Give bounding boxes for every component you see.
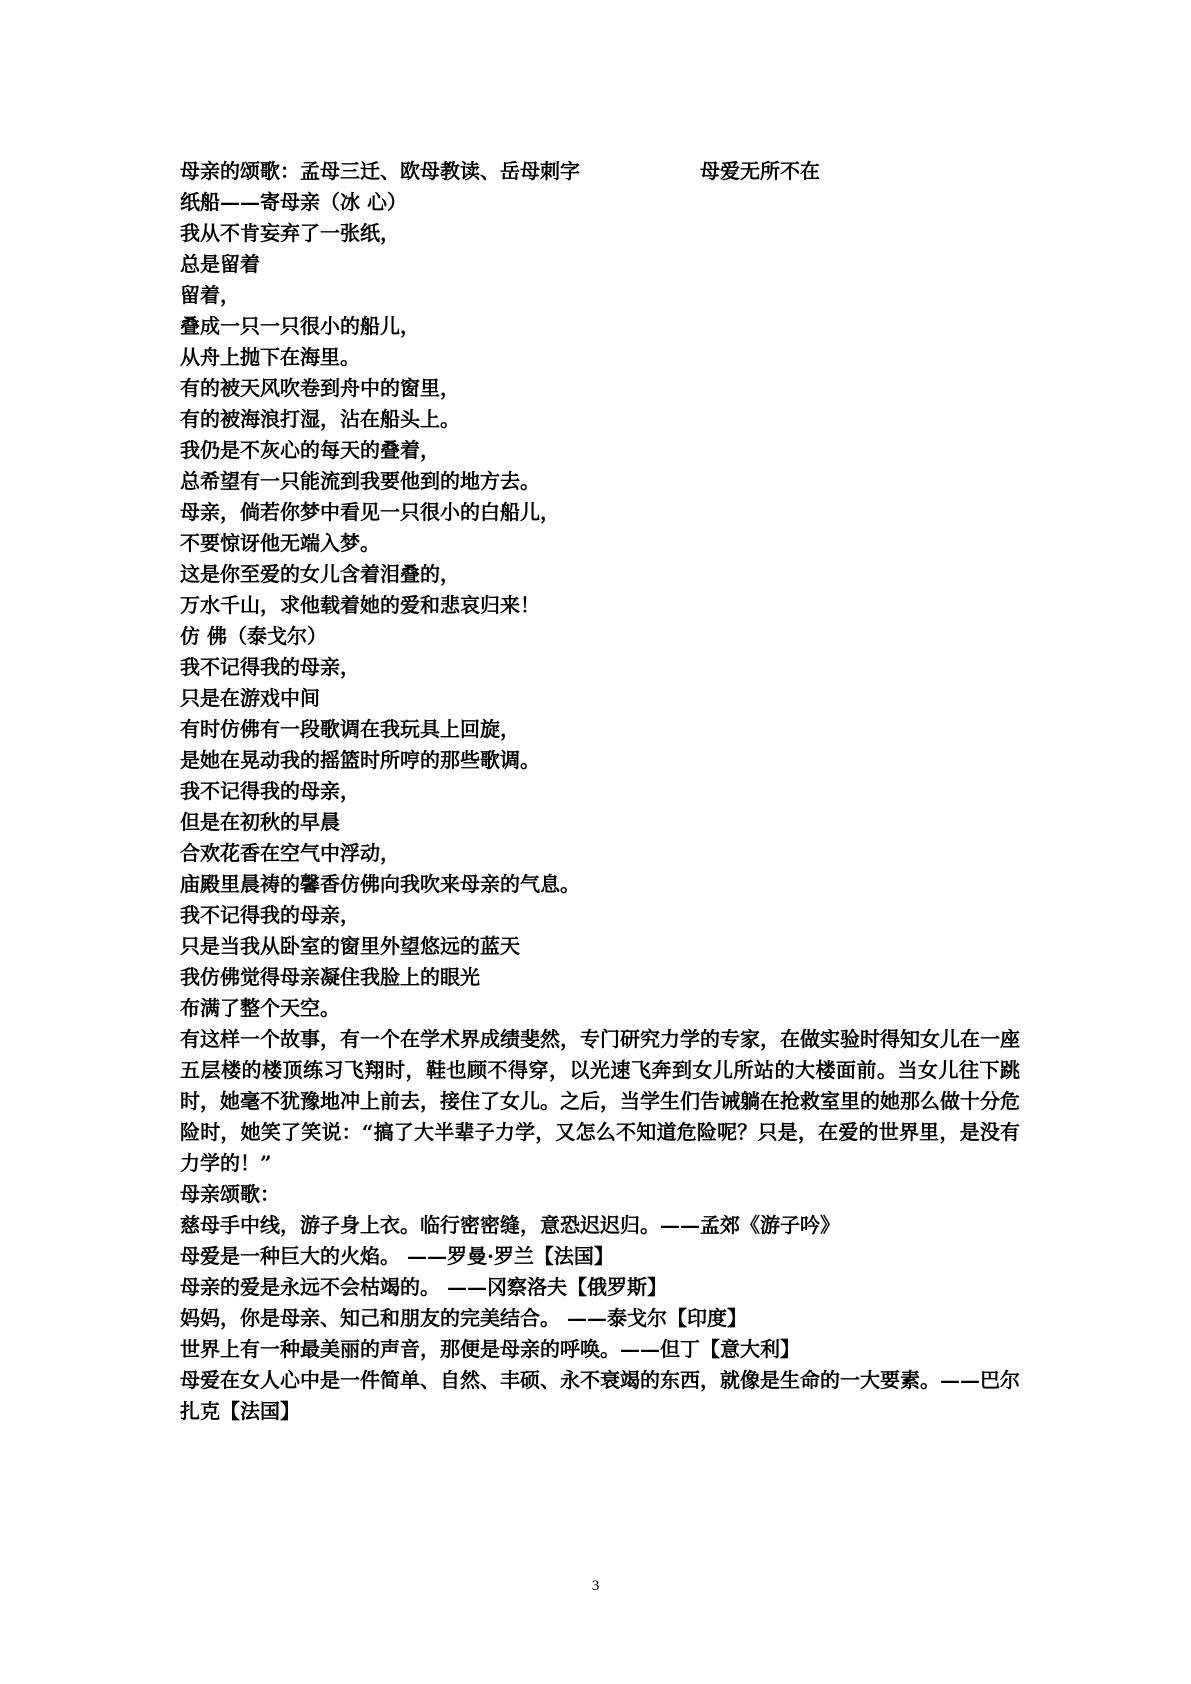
poem2-line: 我仿佛觉得母亲凝住我脸上的眼光 bbox=[180, 965, 480, 989]
poem1-line: 万水千山，求他载着她的爱和悲哀归来！ bbox=[180, 593, 540, 617]
story-paragraph: 有这样一个故事，有一个在学术界成绩斐然，专门研究力学的专家，在做实验时得知女儿在一座五层楼的楼顶练习飞翔时，鞋也顾不得穿，以光速飞奔到女儿所站的大楼面前。当女儿往下跳时，她毫不犹豫地冲上前去，接住了女儿。之后，当学生们告诫躺在抢救室里的她那么做十分危险时，她笑了笑说：“搞了大半辈子力学，又怎么不知道危险呢？只是，在爱的世界里，是没有力学的！” bbox=[180, 1027, 1020, 1175]
poem1-line: 总是留着 bbox=[180, 252, 260, 276]
poem1-line: 我仍是不灰心的每天的叠着， bbox=[180, 438, 440, 462]
quote-item: 母爱在女人心中是一件简单、自然、丰硕、永不衰竭的东西，就像是生命的一大要素。——巴尔扎克【法国】 bbox=[180, 1368, 1020, 1423]
poem1-line: 叠成一只一只很小的船儿， bbox=[180, 314, 420, 338]
quote-item: 母爱是一种巨大的火焰。 ——罗曼·罗兰【法国】 bbox=[180, 1244, 614, 1268]
poem1-line: 我从不肯妄弃了一张纸， bbox=[180, 221, 400, 245]
quote-item: 世界上有一种最美丽的声音，那便是母亲的呼唤。——但丁【意大利】 bbox=[180, 1337, 800, 1361]
page-content bbox=[180, 156, 1020, 1427]
poem1-line: 有的被天风吹卷到舟中的窗里， bbox=[180, 376, 460, 400]
poem2-line: 有时仿佛有一段歌调在我玩具上回旋， bbox=[180, 717, 520, 741]
poem2-line: 我不记得我的母亲， bbox=[180, 779, 360, 803]
poem1-line: 这是你至爱的女儿含着泪叠的， bbox=[180, 562, 460, 586]
poem1-line: 有的被海浪打湿，沾在船头上。 bbox=[180, 407, 460, 431]
poem1-line: 不要惊讶他无端入梦。 bbox=[180, 531, 380, 555]
quote-item: 慈母手中线，游子身上衣。临行密密缝，意恐迟迟归。——孟郊《游子吟》 bbox=[180, 1213, 840, 1237]
header-right: 母爱无所不在 bbox=[700, 159, 820, 183]
poem2-line: 但是在初秋的早晨 bbox=[180, 810, 340, 834]
poem1-line: 总希望有一只能流到我要他到的地方去。 bbox=[180, 469, 540, 493]
poem2-line: 我不记得我的母亲， bbox=[180, 655, 360, 679]
poem2-title: 仿 佛（泰戈尔） bbox=[180, 624, 327, 648]
poem2-line: 我不记得我的母亲， bbox=[180, 903, 360, 927]
poem1-line: 母亲，倘若你梦中看见一只很小的白船儿， bbox=[180, 500, 560, 524]
poem2-line: 是她在晃动我的摇篮时所哼的那些歌调。 bbox=[180, 748, 540, 772]
quote-item: 妈妈，你是母亲、知己和朋友的完美结合。 ——泰戈尔【印度】 bbox=[180, 1306, 747, 1330]
header-left: 母亲的颂歌：孟母三迁、欧母教读、岳母刺字 bbox=[180, 159, 580, 183]
poem1-title: 纸船——寄母亲（冰 心） bbox=[180, 190, 407, 214]
header-line bbox=[180, 156, 1020, 187]
poem2-line: 只是在游戏中间 bbox=[180, 686, 320, 710]
poem2-line: 庙殿里晨祷的馨香仿佛向我吹来母亲的气息。 bbox=[180, 872, 580, 896]
poem2-line: 布满了整个天空。 bbox=[180, 996, 340, 1020]
poem1-line: 留着， bbox=[180, 283, 240, 307]
quotes-title: 母亲颂歌： bbox=[180, 1182, 280, 1206]
poem2-line: 合欢花香在空气中浮动， bbox=[180, 841, 400, 865]
poem1-line: 从舟上抛下在海里。 bbox=[180, 345, 360, 369]
quote-item: 母亲的爱是永远不会枯竭的。 ——冈察洛夫【俄罗斯】 bbox=[180, 1275, 667, 1299]
page-number: 3 bbox=[591, 1578, 600, 1594]
poem2-line: 只是当我从卧室的窗里外望悠远的蓝天 bbox=[180, 934, 520, 958]
